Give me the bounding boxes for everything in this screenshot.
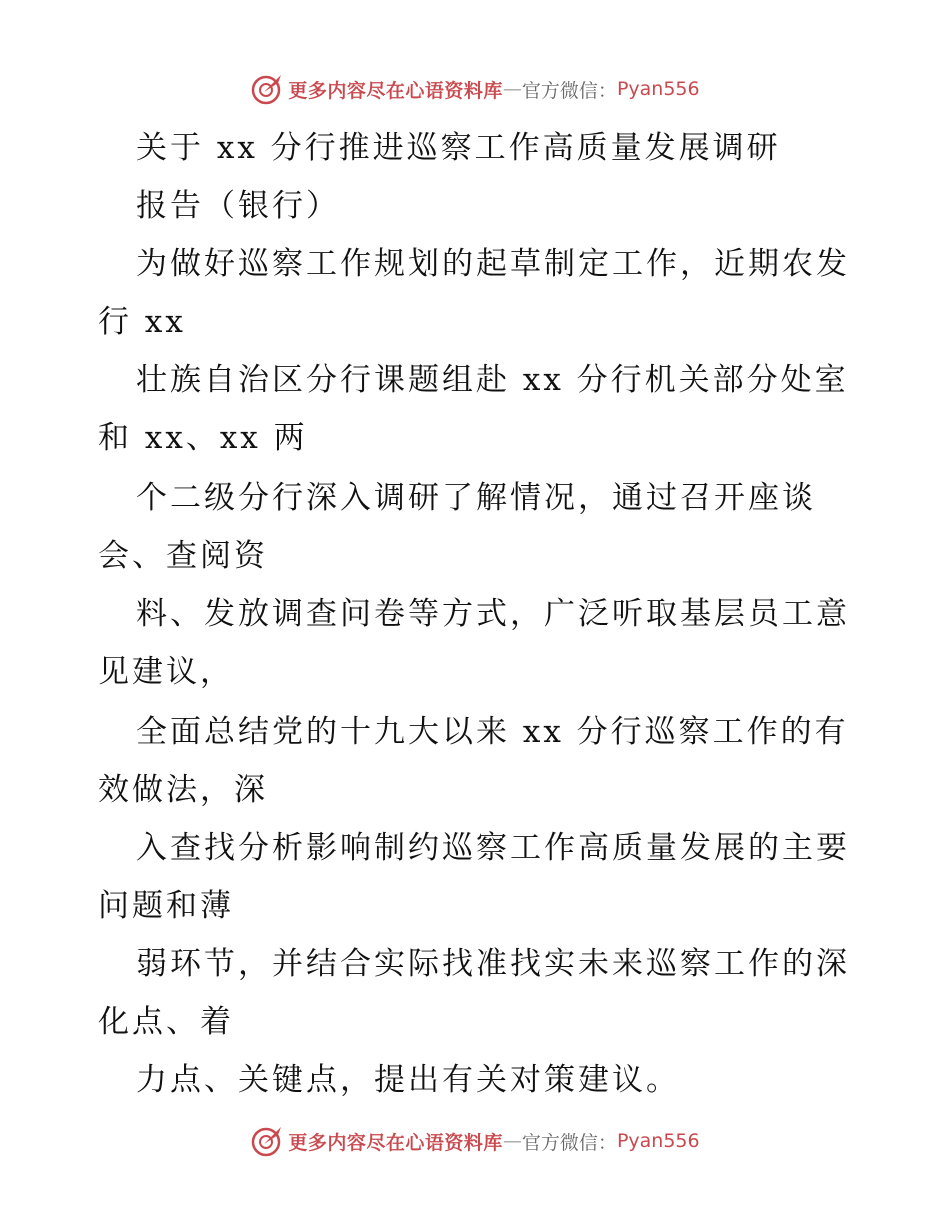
body-line: 问题和薄 [98,888,234,924]
banner-dash: — [502,1130,522,1152]
quill-logo-icon [250,72,284,106]
title-line-1: 关于 xx 分行推进巡察工作高质量发展调研 [136,130,781,166]
body-line: 效做法，深 [98,772,268,808]
banner-main-text: 更多内容尽在心语资料库 [288,1131,503,1154]
quill-logo-icon [250,1124,284,1158]
body-line: 入查找分析影响制约巡察工作高质量发展的主要 [136,830,850,866]
body-line: 力点、关键点，提出有关对策建议。 [136,1062,680,1098]
body-line: 全面总结党的十九大以来 xx 分行巡察工作的有 [136,714,849,750]
banner-dash: — [502,78,522,100]
banner-wechat-label: 官方微信： [521,79,617,102]
body-line: 化点、着 [98,1004,234,1040]
header-watermark-banner [0,72,950,106]
banner-wechat-id: Pyan556 [616,78,700,100]
body-line: 会、查阅资 [98,538,268,574]
body-line: 弱环节，并结合实际找准找实未来巡察工作的深 [136,946,850,982]
body-line: 行 xx [98,304,186,340]
body-line: 见建议， [98,654,234,690]
banner-wechat-id: Pyan556 [616,1130,700,1152]
body-line: 个二级分行深入调研了解情况，通过召开座谈 [136,480,816,516]
banner-main-text: 更多内容尽在心语资料库 [288,79,503,102]
body-line: 料、发放调查问卷等方式，广泛听取基层员工意 [136,596,850,632]
body-line: 壮族自治区分行课题组赴 xx 分行机关部分处室 [136,362,849,398]
footer-watermark-banner [0,1124,950,1158]
title-line-2: 报告（银行） [136,188,340,224]
body-line: 为做好巡察工作规划的起草制定工作，近期农发 [136,246,850,282]
banner-wechat-label: 官方微信： [521,1131,617,1154]
body-line: 和 xx、xx 两 [98,420,308,456]
